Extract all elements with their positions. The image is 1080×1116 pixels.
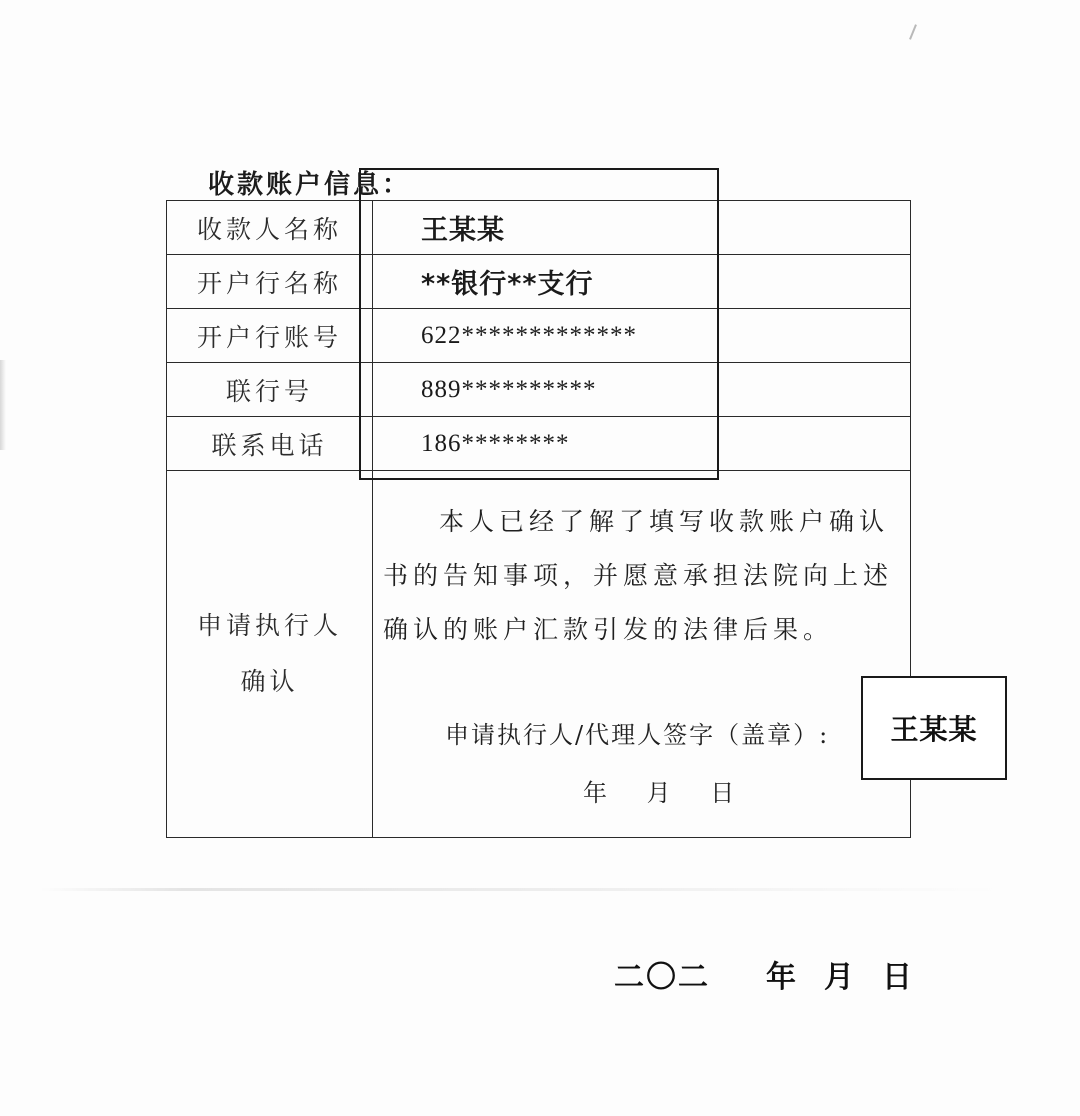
footer-date-day: 日 [882,960,912,995]
payee-name-value: 王某某 [373,201,911,255]
scan-fold-line [40,888,1000,891]
footer-date-year: 年 [766,960,796,995]
signature-date-month: 月 [646,779,671,807]
signature-date [583,773,766,808]
confirmation-label-line1: 申请执行人 [196,611,342,640]
confirmation-cell [373,471,911,838]
footer-date-year-prefix: 二〇二 [614,960,710,995]
bank-name-value: **银行**支行 [373,255,911,309]
bank-name-label: 开户行名称 [167,255,373,309]
overlay-frame [359,168,719,480]
confirmation-label-line2: 确认 [240,667,299,696]
signature-date-year: 年 [583,779,607,807]
footer-date [614,952,912,996]
phone-value: 186******** [373,417,911,471]
scan-mark [909,24,917,40]
section-title: 收款账户信息： [208,170,412,200]
payee-name-label: 收款人名称 [167,201,373,255]
scan-edge-shadow [0,360,6,450]
footer-date-month: 月 [824,960,854,995]
table-row-confirmation [167,471,911,838]
signature-stamp-box [861,676,1007,780]
bank-code-value: 889********** [373,363,911,417]
account-number-value: 622************* [373,309,911,363]
signature-stamp-name: 王某某 [890,713,978,746]
signature-label: 申请执行人/代理人签字（盖章）: [445,721,830,749]
confirmation-label [167,471,373,838]
account-number-label: 开户行账号 [167,309,373,363]
confirmation-statement: 本人已经了解了填写收款账户确认书的告知事项，并愿意承担法院向上述确认的账户汇款引发的法律后果。 [383,507,894,644]
signature-date-day: 日 [710,779,735,807]
phone-label: 联系电话 [167,417,373,471]
bank-code-label: 联行号 [167,363,373,417]
